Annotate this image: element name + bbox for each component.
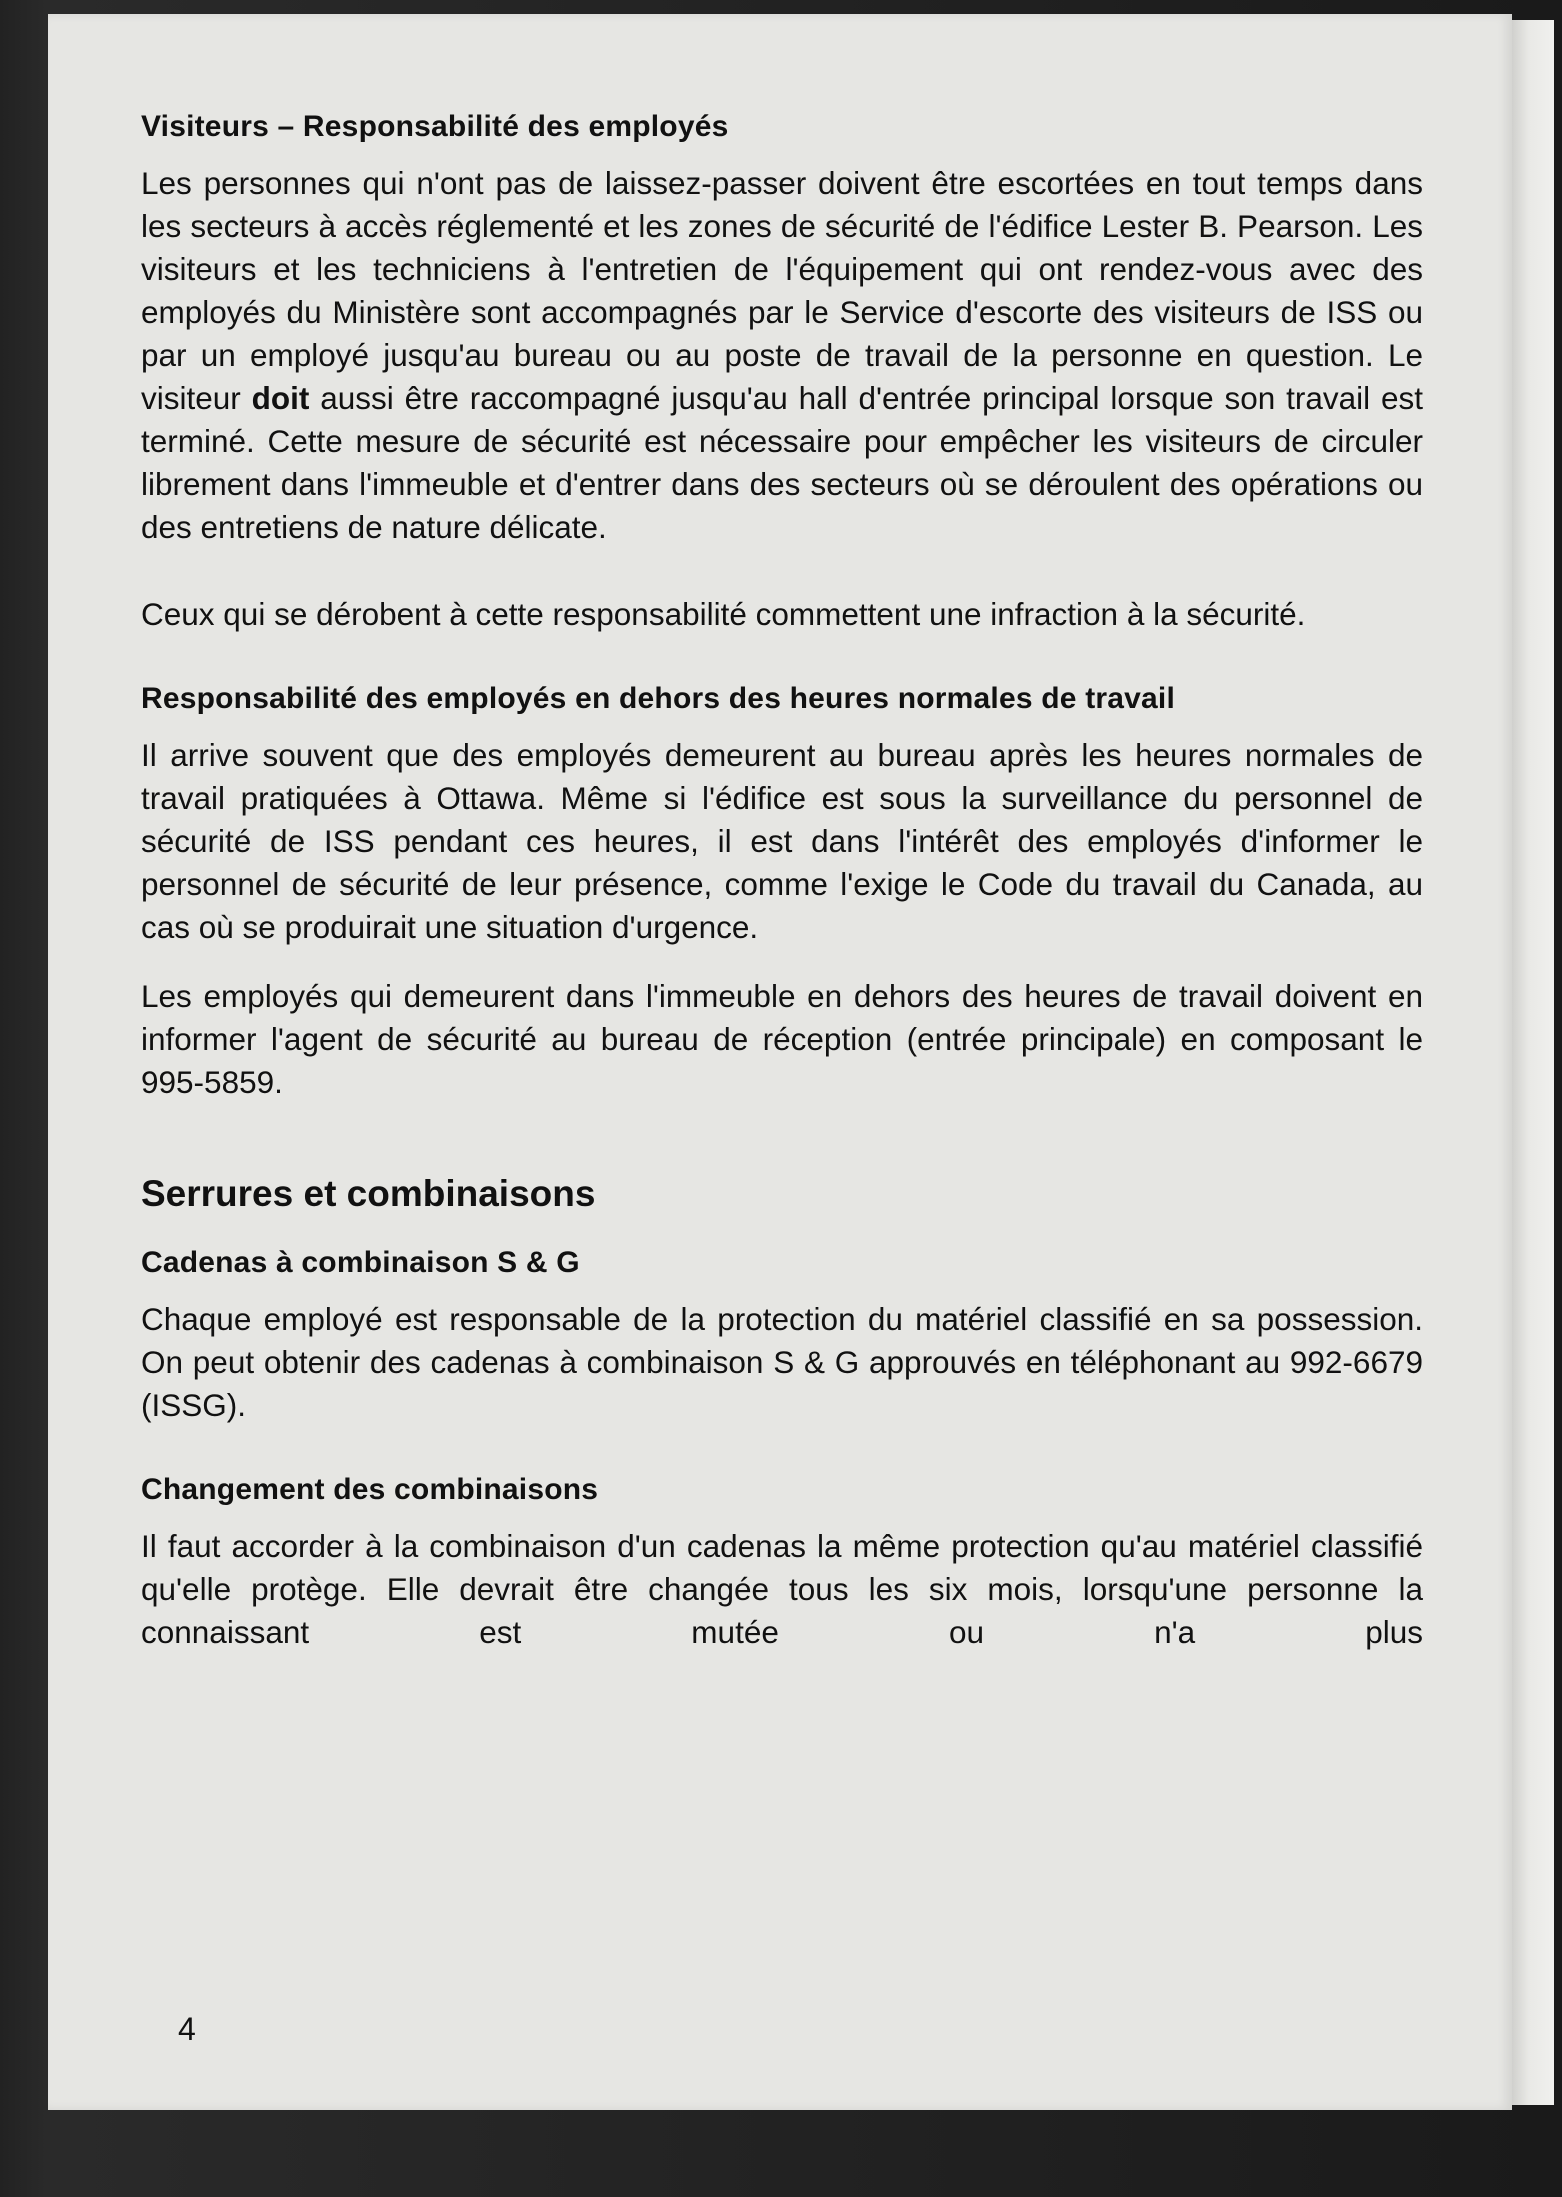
padlock-paragraph: Chaque employé est responsable de la protection du matériel classifié en sa possession. On peut obtenir des cadenas à combinaison S & G approuvés en téléphonant au 992-6679 (ISSG). bbox=[141, 1301, 1423, 1423]
page-content bbox=[141, 108, 1423, 1654]
visitors-paragraph-1 bbox=[141, 162, 1423, 549]
visitors-p1-text-b: aussi être raccompagné jusqu'au hall d'entrée principal lorsque son travail est terminé. Cette mesure de sécurité est nécessaire pour empêcher les visiteurs de circuler librement dans l'immeuble et d'entrer dans des secteurs où se déroulent des opérations ou des entretiens de nature délicate. bbox=[141, 380, 1423, 545]
locks-heading: Serrures et combinaisons bbox=[141, 1173, 596, 1214]
visitors-p1-text-a: Les personnes qui n'ont pas de laissez-passer doivent être escortées en tout temps dans les secteurs à accès réglementé et les zones de sécurité de l'édifice Lester B. Pearson. Les visiteurs et les techniciens à l'entretien de l'équipement qui ont rendez-vous avec des employés du Ministère sont accompagnés par le Service d'escorte des visiteurs de ISS ou par un employé jusqu'au bureau ou au poste de travail de la personne en question. Le visiteur bbox=[141, 165, 1423, 416]
combination-change-paragraph: Il faut accorder à la combinaison d'un cadenas la même protection qu'au matériel classifié qu'elle protège. Elle devrait être changée tous les six mois, lorsqu'une personne la connaissant est mutée ou n'a plus bbox=[141, 1528, 1423, 1650]
after-hours-paragraph-1: Il arrive souvent que des employés demeurent au bureau après les heures normales de travail pratiquées à Ottawa. Même si l'édifice est sous la surveillance du personnel de sécurité de ISS pendant ces heures, il est dans l'intérêt des employés d'informer le personnel de sécurité de leur présence, comme l'exige le Code du travail du Canada, au cas où se produirait une situation d'urgence. bbox=[141, 737, 1423, 945]
visitors-paragraph-2: Ceux qui se dérobent à cette responsabilité commettent une infraction à la sécurité. bbox=[141, 596, 1306, 632]
after-hours-paragraph-2: Les employés qui demeurent dans l'immeuble en dehors des heures de travail doivent en informer l'agent de sécurité au bureau de réception (entrée principale) en composant le 995-5859. bbox=[141, 978, 1423, 1100]
page-number: 4 bbox=[178, 2011, 196, 2047]
visitors-heading: Visiteurs – Responsabilité des employés bbox=[141, 110, 729, 143]
padlock-heading: Cadenas à combinaison S & G bbox=[141, 1246, 580, 1279]
facing-page-edge bbox=[1512, 20, 1554, 2105]
visitors-p1-emphasis: doit bbox=[251, 380, 310, 416]
after-hours-heading: Responsabilité des employés en dehors des heures normales de travail bbox=[141, 682, 1175, 715]
combination-change-heading: Changement des combinaisons bbox=[141, 1473, 599, 1506]
